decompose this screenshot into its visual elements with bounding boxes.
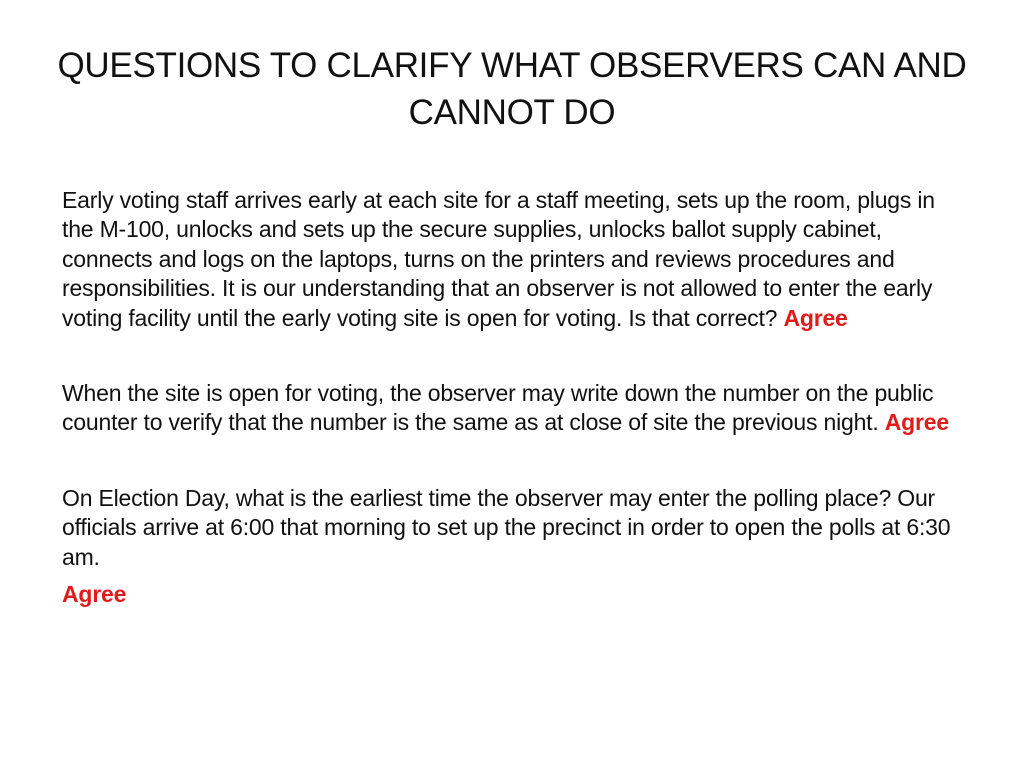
question-paragraph-3 xyxy=(62,484,972,572)
answer-badge-1: Agree xyxy=(783,304,848,331)
question-paragraph-2 xyxy=(62,379,972,438)
slide-title: QUESTIONS TO CLARIFY WHAT OBSERVERS CAN AND CANNOT DO xyxy=(57,46,967,132)
question-text-1: Early voting staff arrives early at each site for a staff meeting, sets up the room, plugs in the M-100, unlocks and sets up the secure supplies, unlocks ballot supply cabinet, connects and logs on the laptops, turns on the printers and reviews procedures and responsibilities. It is our understanding that an observer is not allowed to enter the early voting facility until the early voting site is open for voting. Is that correct? xyxy=(62,187,935,331)
answer-paragraph-3 xyxy=(62,580,972,609)
answer-badge-3: Agree xyxy=(62,581,127,608)
question-text-2: When the site is open for voting, the observer may write down the number on the public counter to verify that the number is the same as at close of site the previous night. xyxy=(62,380,934,436)
slide-body xyxy=(62,186,972,609)
answer-badge-2: Agree xyxy=(884,409,949,436)
question-text-3: On Election Day, what is the earliest time the observer may enter the polling place? Our officials arrive at 6:00 that morning to set up the precinct in order to open the polls at 6:30 am. xyxy=(62,484,951,570)
question-paragraph-1 xyxy=(62,186,972,333)
